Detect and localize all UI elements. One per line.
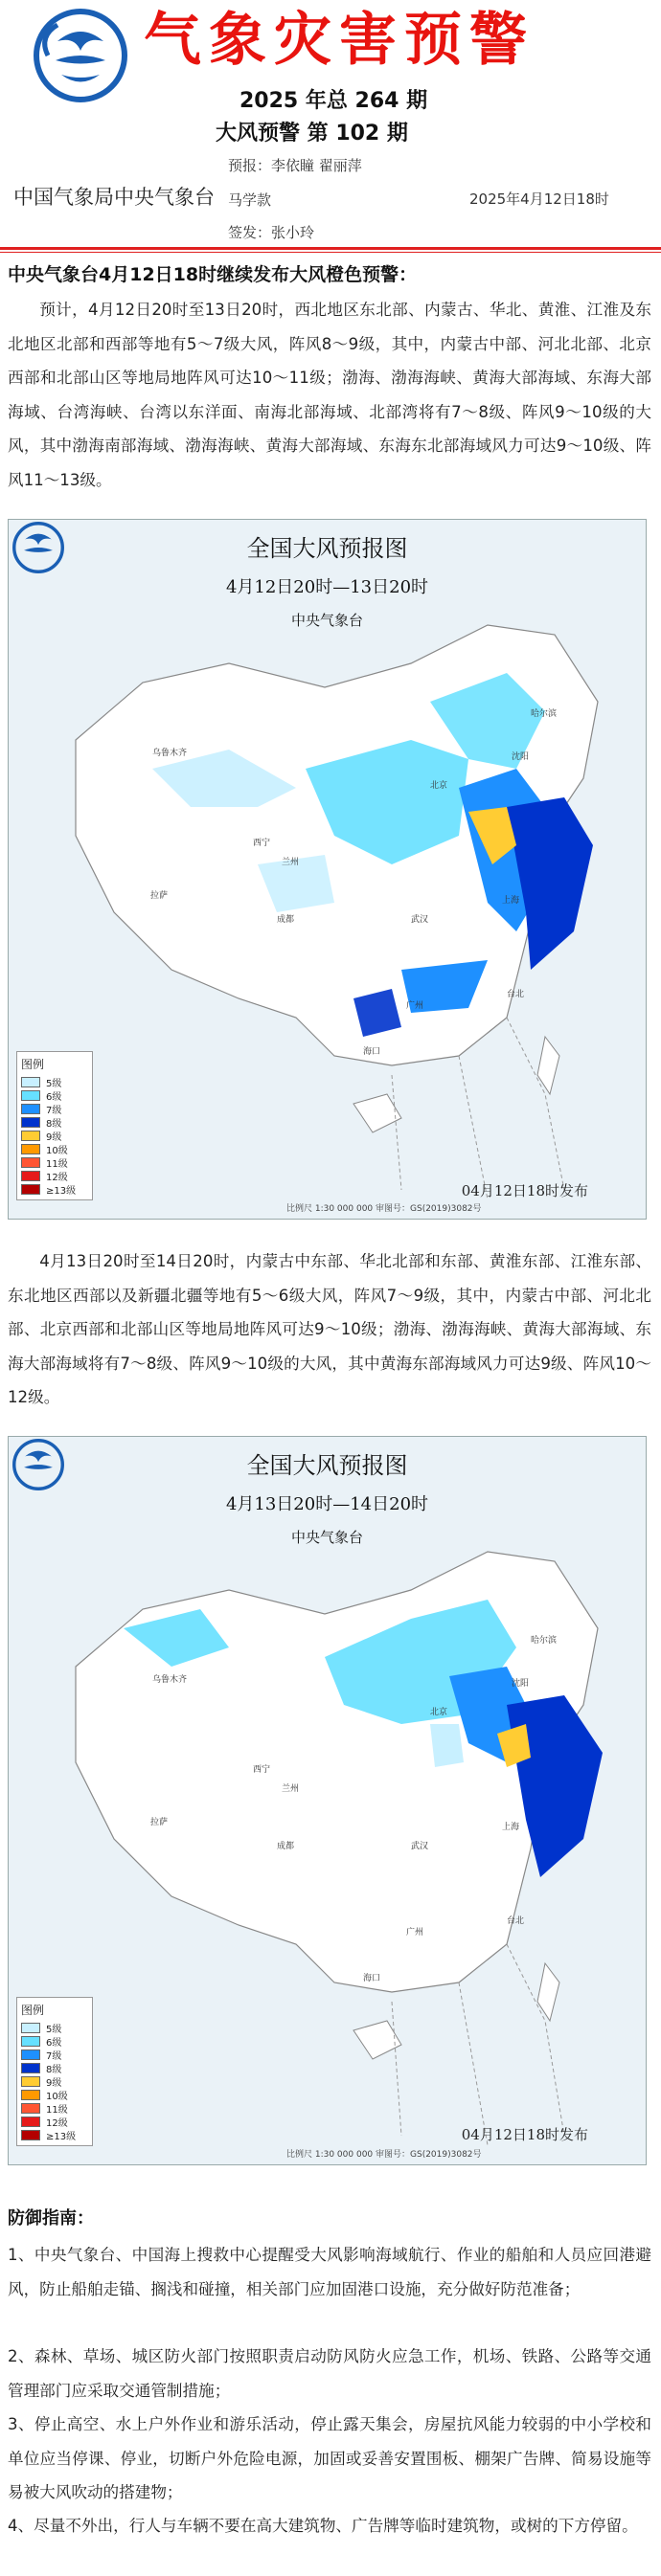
city-label: 西宁: [253, 1765, 271, 1775]
legend-item: [21, 2101, 88, 2115]
map-2-period: 4月13日20时—14日20时: [225, 1494, 429, 1514]
legend-label: 5级: [46, 2024, 62, 2035]
city-label: 哈尔滨: [531, 709, 558, 719]
city-label: 上海: [502, 1823, 520, 1832]
warning-title: 气象灾害预警: [144, 7, 535, 74]
legend-label: 6级: [46, 1091, 62, 1103]
legend-swatch: [21, 2036, 40, 2047]
legend-item: [21, 2115, 88, 2128]
legend-swatch: [21, 2023, 40, 2033]
paragraph-day1: 预计，4月12日20时至13日20时，西北地区东北部、内蒙古、华北、黄淮、江淮及东北地区北部和西部等地有5～7级大风，阵风8～9级，其中，内蒙古中部、河北北部、北京西部和北部山区等地局地阵风可达10～11级；渤海、渤海海峡、黄海大部海域、东海大部海域、台湾海峡、台湾以东洋面、南海北部海域、北部湾将有7～8级、阵风9～10级的大风，其中渤海南部海域、渤海海峡、黄海大部海域、东海东北部海域风力可达9～10级、阵风11～13级。: [8, 301, 651, 489]
map-1-org: 中央气象台: [290, 612, 363, 629]
guide-item: 4、尽量不外出，行人与车辆不要在高大建筑物、广告牌等临时建筑物，或树的下方停留。: [8, 2517, 638, 2535]
issuing-organization: 中国气象局中央气象台: [13, 186, 215, 209]
legend-swatch: [21, 1104, 40, 1114]
city-label: 拉萨: [150, 891, 169, 901]
legend-swatch: [21, 2050, 40, 2060]
guide-title: 防御指南：: [8, 2208, 94, 2229]
legend-item: [21, 2088, 88, 2101]
legend-label: 9级: [46, 2077, 62, 2089]
city-label: 乌鲁木齐: [152, 749, 188, 758]
header: [0, 0, 661, 241]
legend-swatch: [21, 2103, 40, 2114]
legend-swatch: [21, 1171, 40, 1181]
legend-label: 10级: [46, 2091, 68, 2102]
legend-rows: [21, 1075, 88, 1196]
legend-label: 7级: [46, 2050, 62, 2062]
legend-label: 7级: [46, 1105, 62, 1116]
legend-swatch: [21, 2076, 40, 2087]
legend-item: [21, 1115, 88, 1129]
issue-date: 2025年4月12日18时: [469, 190, 609, 208]
legend-swatch: [21, 1184, 40, 1195]
city-label: 海口: [363, 1047, 381, 1057]
guide-item: 3、停止高空、水上户外作业和游乐活动，停止露天集会，房屋抗风能力较弱的中小学校和单位应当停课、停业，切断户外危险电源，加固或妥善安置围板、棚架广告牌、简易设施等易被大风吹动的搭建物；: [8, 2415, 651, 2501]
headline: 中央气象台4月12日18时继续发布大风橙色预警：: [8, 264, 418, 285]
city-label: 哈尔滨: [531, 1636, 558, 1646]
legend-title: 图例: [21, 1058, 45, 1071]
issue-total: 2025 年总 264 期: [239, 89, 428, 113]
legend-label: 11级: [46, 1158, 68, 1170]
forecasters: 预报：李依瞳 翟丽萍: [228, 157, 362, 174]
legend-label: 9级: [46, 1131, 62, 1143]
city-label: 成都: [277, 915, 295, 925]
map-2-scale: 比例尺 1:30 000 000 审图号：GS(2019)3082号: [286, 2150, 482, 2160]
legend-rows: [21, 2021, 88, 2141]
legend-label: 8级: [46, 1118, 62, 1130]
map-1-scale: 比例尺 1:30 000 000 审图号：GS(2019)3082号: [286, 1204, 482, 1214]
city-label: 武汉: [411, 1842, 429, 1851]
map-1-title: 全国大风预报图: [246, 535, 408, 562]
legend-item: [21, 2074, 88, 2088]
city-label: 武汉: [411, 915, 429, 925]
city-label: 广州: [406, 1928, 424, 1938]
legend-item: [21, 2021, 88, 2034]
legend-swatch: [21, 2063, 40, 2073]
legend-swatch: [21, 1090, 40, 1101]
city-label: 成都: [277, 1842, 295, 1851]
wind-forecast-map-2: [8, 1436, 647, 2165]
legend-item: [21, 1088, 88, 1102]
header-divider-thin: [0, 252, 661, 253]
legend-label: 12级: [46, 2117, 68, 2129]
legend-item: [21, 2048, 88, 2061]
issue-number: 大风预警 第 102 期: [216, 122, 408, 146]
map-2-published: 04月12日18时发布: [461, 2126, 588, 2143]
legend-item: [21, 1102, 88, 1115]
city-label: 沈阳: [512, 1679, 530, 1689]
legend-item: [21, 1075, 88, 1088]
city-label: 沈阳: [512, 752, 530, 762]
map-2-legend: [16, 1997, 93, 2146]
city-label: 北京: [430, 1708, 448, 1717]
legend-swatch: [21, 1131, 40, 1141]
map-1-period: 4月12日20时—13日20时: [225, 577, 429, 597]
legend-item: [21, 2034, 88, 2048]
city-label: 台北: [507, 990, 525, 999]
city-label: 海口: [363, 1974, 381, 1983]
legend-label: ≥13级: [46, 1185, 77, 1197]
city-label: 兰州: [282, 858, 300, 867]
legend-item: [21, 1142, 88, 1155]
header-divider: [0, 247, 661, 250]
city-label: 兰州: [282, 1784, 300, 1794]
legend-label: 6级: [46, 2037, 62, 2049]
legend-label: 5级: [46, 1078, 62, 1089]
legend-swatch: [21, 2130, 40, 2140]
legend-title: 图例: [21, 2004, 45, 2017]
legend-swatch: [21, 1117, 40, 1128]
legend-label: 8级: [46, 2064, 62, 2075]
cma-logo-icon: [29, 8, 132, 103]
legend-label: 12级: [46, 1172, 68, 1183]
legend-label: ≥13级: [46, 2131, 77, 2142]
legend-label: 10级: [46, 1145, 68, 1156]
city-label: 拉萨: [150, 1818, 169, 1827]
legend-item: [21, 1182, 88, 1196]
legend-label: 11级: [46, 2104, 68, 2116]
city-label: 台北: [507, 1916, 525, 1926]
legend-swatch: [21, 2090, 40, 2100]
map-1-legend: [16, 1051, 93, 1200]
signer: 签发：张小玲: [228, 224, 315, 241]
city-label: 西宁: [253, 839, 271, 848]
forecaster-2: 马学款: [228, 191, 272, 209]
city-label: 上海: [502, 896, 520, 906]
wind-forecast-map-1: [8, 519, 647, 1220]
legend-item: [21, 1155, 88, 1169]
legend-swatch: [21, 1144, 40, 1154]
city-label: 北京: [430, 781, 448, 791]
legend-item: [21, 2061, 88, 2074]
city-label: 乌鲁木齐: [152, 1675, 188, 1685]
map-1-published: 04月12日18时发布: [461, 1182, 588, 1199]
legend-swatch: [21, 1077, 40, 1087]
guide-item: 1、中央气象台、中国海上搜救中心提醒受大风影响海域航行、作业的船舶和人员应回港避风，防止船舶走锚、搁浅和碰撞，相关部门应加固港口设施，充分做好防范准备；: [8, 2246, 651, 2298]
map-2-title: 全国大风预报图: [246, 1452, 408, 1479]
legend-item: [21, 2128, 88, 2141]
legend-swatch: [21, 2117, 40, 2127]
legend-item: [21, 1129, 88, 1142]
legend-item: [21, 1169, 88, 1182]
paragraph-day2: 4月13日20时至14日20时，内蒙古中东部、华北北部和东部、黄淮东部、江淮东部、东北地区西部以及新疆北疆等地有5～6级大风，阵风7～9级，其中，内蒙古中部、河北北部、北京西部和北部山区等地局地阵风可达9～10级；渤海、渤海海峡、黄海大部海域、东海大部海域将有7～8级、阵风9～10级的大风，其中黄海东部海域风力可达9级、阵风10～12级。: [8, 1252, 651, 1406]
map-2-org: 中央气象台: [290, 1529, 363, 1546]
city-label: 广州: [406, 1001, 424, 1011]
legend-swatch: [21, 1157, 40, 1168]
guide-item: 2、森林、草场、城区防火部门按照职责启动防风防火应急工作，机场、铁路、公路等交通管理部门应采取交通管制措施；: [8, 2347, 651, 2400]
